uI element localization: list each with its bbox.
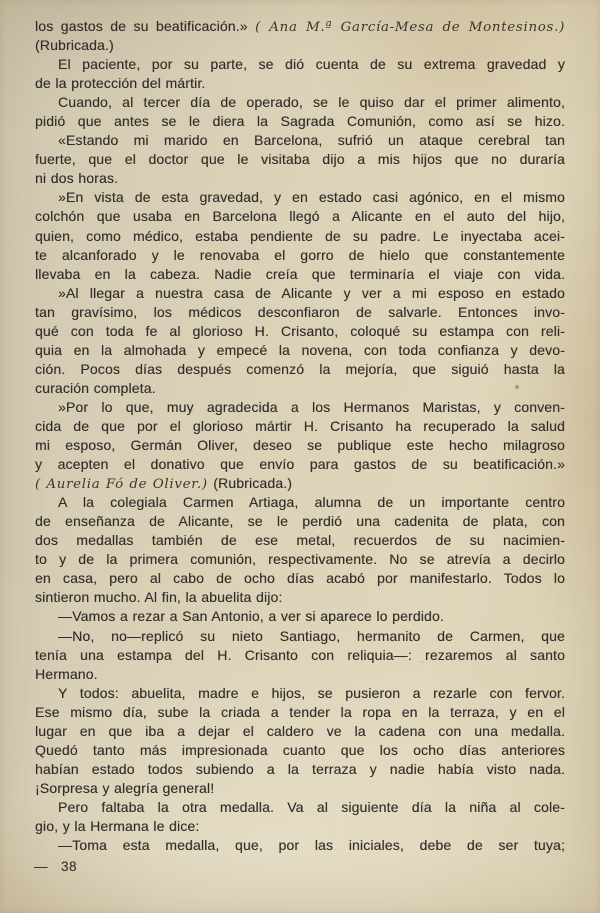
text-line [35, 665, 565, 684]
body-text: curación completa. [35, 379, 156, 396]
body-text: (Rubricada.) [35, 37, 114, 54]
body-text: tan gravísimo, los médicos desconfiaron de salvarle. Entonces invo- [35, 303, 565, 320]
text-line [35, 188, 565, 207]
text-line [35, 93, 565, 112]
text-line [35, 741, 565, 760]
text-line [35, 74, 565, 93]
text-line [35, 531, 565, 550]
text-line [35, 207, 565, 226]
text-line [35, 265, 565, 284]
text-line [35, 36, 565, 55]
text-line [35, 227, 565, 246]
body-text: —Vamos a rezar a San Antonio, a ver si aparece lo perdido. [58, 608, 444, 625]
attribution-text: ( Ana M.ª García-Mesa de Montesinos.) [255, 20, 565, 35]
body-text: tenía una estampa del H. Crisanto con reliquia—: rezaremos al santo [35, 646, 565, 663]
body-text: los gastos de su beatificación.» [35, 18, 256, 34]
text-line [35, 398, 565, 417]
text-line [35, 436, 565, 455]
page-number: 38 [61, 859, 78, 874]
body-text: sintieron mucho. Al fin, la abuelita dijo: [35, 589, 283, 606]
text-line [35, 627, 565, 646]
text-line [35, 55, 565, 74]
text-line [35, 379, 565, 398]
body-text: qué con toda fe al glorioso H. Crisanto, coloqué su estampa con reli- [35, 322, 565, 339]
body-text: Ese mismo día, sube la criada a tender la ropa en la terraza, y en el [35, 703, 565, 720]
text-line [35, 512, 565, 531]
body-text: cida de que por el glorioso mártir H. Crisanto ha recuperado la salud [35, 417, 565, 434]
text-line [35, 246, 565, 265]
text-line [35, 131, 565, 150]
text-line [35, 703, 565, 722]
text-line [35, 646, 565, 665]
text-line [35, 836, 565, 855]
body-text: de la protección del mártir. [35, 75, 206, 92]
body-text: (Rubricada.) [213, 475, 293, 492]
text-line [35, 150, 565, 169]
text-line [35, 303, 565, 322]
page-footer [34, 859, 77, 874]
text-line [35, 588, 565, 607]
body-text: ¡Sorpresa y alegría general! [35, 779, 215, 796]
text-line [35, 798, 565, 817]
body-text: gio, y la Hermana le dice: [35, 817, 200, 834]
body-text: lugar en que iba a dejar el caldero ve la cadena con una medalla. [35, 722, 565, 739]
body-text: en casa, pero al cabo de ocho días acabó por manifestarlo. Todos lo [35, 570, 565, 587]
body-text: habían estado todos subiendo a la terraza y nadie había visto nada. [35, 760, 565, 777]
body-text: llevaba en la cabeza. Nadie creía que terminaría el viaje con vida. [35, 265, 565, 282]
body-text: Cuando, al tercer día de operado, se le quiso dar el primer alimento, [58, 94, 565, 111]
body-text: —Toma esta medalla, que, por las iniciales, debe de ser tuya; [58, 837, 565, 854]
attribution-text: ( Aurelia Fó de Oliver.) [35, 477, 214, 493]
body-text: »Al llegar a nuestra casa de Alicante y ver a mi esposo en estado [58, 284, 565, 301]
body-text: mi esposo, Germán Oliver, deseo se publique este hecho milagroso [35, 437, 565, 454]
body-text: fuerte, que el doctor que le visitaba dijo a mis hijos que no duraría [35, 151, 565, 168]
text-line [35, 569, 565, 588]
page-text [35, 17, 565, 855]
text-line [35, 760, 565, 779]
body-text: to y de la primera comunión, respectivamente. No se atrevía a decirlo [35, 551, 565, 568]
body-text: de enseñanza de Alicante, se le perdió una cadenita de plata, con [35, 513, 565, 530]
body-text: El paciente, por su parte, se dió cuenta de su extrema gravedad y [58, 56, 565, 73]
text-line [35, 341, 565, 360]
text-line [35, 474, 565, 493]
text-line [35, 817, 565, 836]
body-text: quien, como médico, estaba pendiente de su padre. Le inyectaba acei- [35, 227, 565, 244]
text-line [35, 684, 565, 703]
footer-dash: — [34, 859, 48, 874]
text-line [35, 493, 565, 512]
text-line [35, 284, 565, 303]
body-text: ni dos horas. [35, 170, 119, 187]
body-text: Hermano. [35, 665, 98, 682]
body-text: Quedó tanto más impresionada cuanto que los ocho días anteriores [35, 741, 565, 758]
text-line [35, 322, 565, 341]
body-text: dos medallas también de ese metal, recuerdos de su nacimien- [35, 532, 565, 549]
body-text: pidió que antes se le diera la Sagrada Comunión, como así se hizo. [35, 113, 565, 130]
body-text: »Por lo que, muy agradecida a los Hermanos Maristas, y conven- [58, 398, 565, 415]
text-line [35, 607, 565, 626]
body-text: A la colegiala Carmen Artiaga, alumna de un importante centro [58, 494, 565, 511]
text-line [35, 455, 565, 474]
text-line [35, 360, 565, 379]
body-text: y acepten el donativo que envío para gastos de su beatificación.» [35, 456, 565, 473]
text-line [35, 417, 565, 436]
text-line [35, 722, 565, 741]
body-text: ción. Pocos días después comenzó la mejoría, que siguió hasta la [35, 360, 565, 377]
body-text: te alcanforado y le renovaba el gorro de hielo que constantemente [35, 246, 565, 263]
text-line [35, 17, 565, 36]
body-text: »En vista de esta gravedad, y en estado casi agónico, en el mismo [58, 189, 565, 206]
text-line [35, 550, 565, 569]
body-text: Pero faltaba la otra medalla. Va al siguiente día la niña al cole- [58, 798, 565, 815]
body-text: quia en la almohada y empecé la novena, con toda confianza y devo- [35, 341, 565, 358]
body-text: colchón que usaba en Barcelona llegó a Alicante en el auto del hijo, [35, 208, 565, 225]
text-line [35, 169, 565, 188]
body-text: Y todos: abuelita, madre e hijos, se pusieron a rezarle con fervor. [58, 684, 565, 701]
body-text: —No, no—replicó su nieto Santiago, hermanito de Carmen, que [58, 627, 565, 644]
text-line [35, 779, 565, 798]
body-text: «Estando mi marido en Barcelona, sufrió un ataque cerebral tan [58, 132, 565, 149]
text-line [35, 112, 565, 131]
